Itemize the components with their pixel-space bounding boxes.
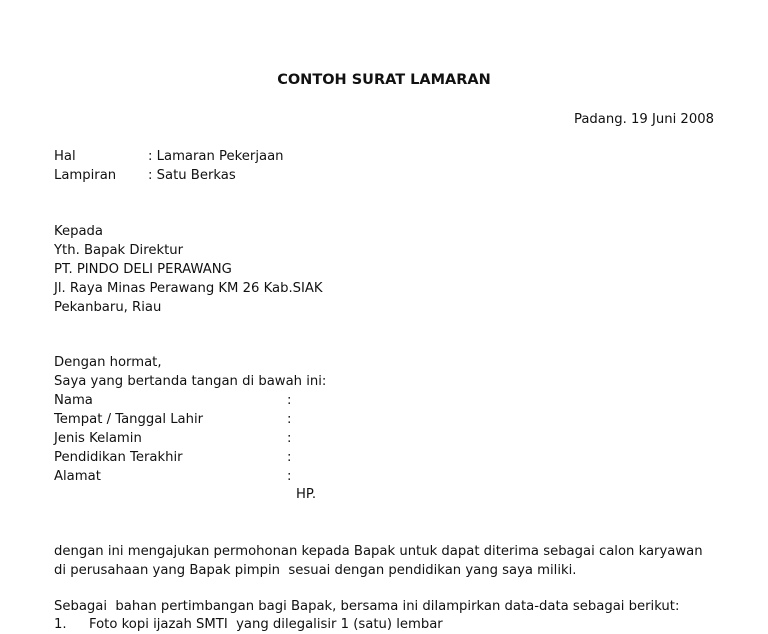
recipient-line: PT. PINDO DELI PERAWANG — [54, 262, 232, 277]
attachment-number: 1. — [54, 617, 67, 632]
attachment-text: Foto kopi ijazah SMTI yang dilegalisir 1 (satu) lembar — [89, 617, 443, 632]
hp-label: HP. — [296, 487, 317, 502]
field-colon: : — [287, 469, 292, 484]
intro-line: Saya yang bertanda tangan di bawah ini: — [54, 374, 327, 389]
attachments-intro: Sebagai bahan pertimbangan bagi Bapak, bersama ini dilampirkan data-data sebagai berikut: — [54, 599, 680, 614]
field-label-pendidikan-terakhir: Pendidikan Terakhir — [54, 450, 183, 465]
field-colon: : — [287, 393, 292, 408]
recipient-line: Kepada — [54, 224, 104, 239]
field-label-alamat: Alamat — [54, 469, 101, 484]
meta-label-lampiran: Lampiran — [54, 168, 117, 183]
place-date: Padang. 19 Juni 2008 — [573, 112, 714, 127]
field-colon: : — [287, 450, 292, 465]
greeting: Dengan hormat, — [54, 355, 162, 370]
field-label-jenis-kelamin: Jenis Kelamin — [54, 431, 142, 446]
meta-label-hal: Hal — [54, 149, 76, 164]
recipient-line: Pekanbaru, Riau — [54, 300, 162, 315]
letter-title: CONTOH SURAT LAMARAN — [277, 72, 491, 88]
field-label-nama: Nama — [54, 393, 93, 408]
body-line: dengan ini mengajukan permohonan kepada Bapak untuk dapat diterima sebagai calon karyawan — [54, 544, 703, 559]
recipient-line: Yth. Bapak Direktur — [54, 243, 184, 258]
field-label-tempat-tanggal-lahir: Tempat / Tanggal Lahir — [54, 412, 204, 427]
field-colon: : — [287, 412, 292, 427]
recipient-line: Jl. Raya Minas Perawang KM 26 Kab.SIAK — [54, 281, 323, 296]
field-colon: : — [287, 431, 292, 446]
meta-value-lampiran: : Satu Berkas — [148, 168, 236, 183]
body-line: di perusahaan yang Bapak pimpin sesuai dengan pendidikan yang saya miliki. — [54, 563, 577, 578]
meta-value-hal: : Lamaran Pekerjaan — [148, 149, 284, 164]
